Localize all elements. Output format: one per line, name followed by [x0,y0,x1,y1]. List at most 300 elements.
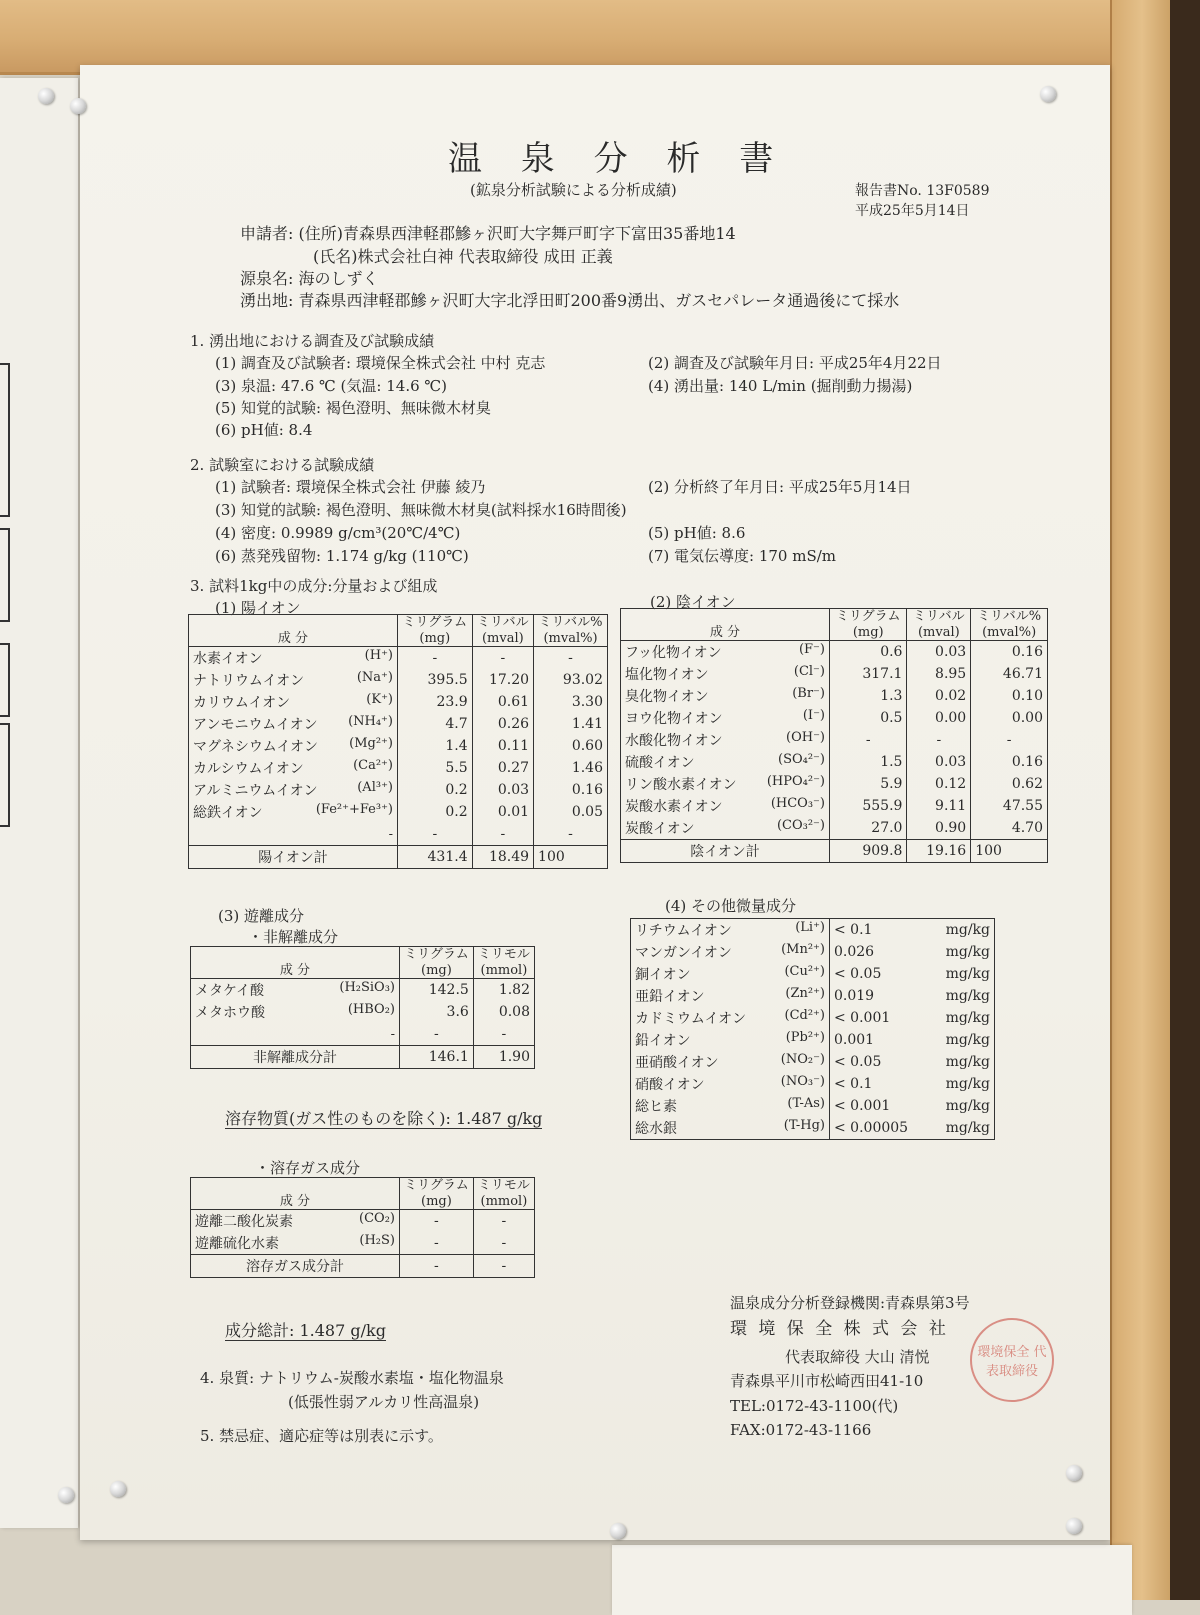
component-symbol: (H⁺) [364,648,393,664]
pushpin [610,1523,626,1539]
col-mmol: (mmol) [480,1193,528,1209]
value-pct: - [534,647,608,670]
col-mvalp-top: ミリバル% [538,615,603,630]
section1-temperature: (3) 泉温: 47.6 ℃ (気温: 14.6 ℃) [215,377,448,395]
cation-total-mval: 18.49 [472,846,533,869]
component-name-cell [189,801,398,823]
component-symbol: (Al³⁺) [357,780,393,796]
wall-edge [1170,0,1200,1600]
anion-total-pct: 100 [971,840,1048,863]
table-row [621,663,1048,685]
component-symbol: (H₂S) [359,1233,395,1249]
value-pct: 0.10 [971,685,1048,707]
component-name-cell [621,817,830,840]
component-name-cell [191,1210,400,1233]
component-name-cell [631,1029,830,1051]
table-row [191,1210,535,1233]
value-pct: - [971,729,1048,751]
col-mg: (mg) [421,962,452,978]
trace-unit: mg/kg [913,1117,995,1140]
wooden-frame-right [1110,0,1172,1600]
component-symbol: (Fe²⁺+Fe³⁺) [315,802,393,818]
trace-value: < 0.1 [830,919,914,942]
trace-value: < 0.001 [830,1095,914,1117]
trace-unit: mg/kg [913,919,995,942]
component-name-cell [189,691,398,713]
component-name-cell [631,941,830,963]
col-mmol-top: ミリモル [477,1178,530,1193]
gas-total-mg: - [400,1255,474,1278]
adjacent-poster-left [0,78,78,1528]
issuer-company: 環 境 保 全 株 式 会 社 [730,1319,949,1339]
component-name: メタケイ酸 [195,983,265,1000]
component-name: 亜硝酸イオン [635,1055,719,1071]
trace-value: < 0.05 [830,963,914,985]
trace-unit: mg/kg [913,1095,995,1117]
component-symbol: (SO₄²⁻) [778,752,825,768]
component-name-cell [631,963,830,985]
trace-unit: mg/kg [913,1029,995,1051]
section2-conductivity: (7) 電気伝導度: 170 mS/m [648,547,837,565]
gas-total-row [191,1255,535,1278]
trace-unit: mg/kg [913,985,995,1007]
value-mg: - [398,647,473,670]
component-name-cell [621,707,830,729]
component-name: ヨウ化物イオン [625,711,723,728]
value-mval: - [472,823,533,846]
table-row [631,985,995,1007]
component-symbol: (NO₃⁻) [780,1074,825,1089]
free-components-title: (3) 遊離成分 [218,907,305,925]
value-pct: 93.02 [534,669,608,691]
table-row [189,823,608,846]
table-row [189,735,608,757]
value-pct: 0.60 [534,735,608,757]
pushpin [38,88,54,104]
value-mval: 0.61 [472,691,533,713]
value-mval: 0.12 [907,773,971,795]
col-mg-top: ミリグラム [404,947,469,962]
table-row [621,729,1048,751]
component-name: 水酸化物イオン [625,733,723,750]
component-name: 水素イオン [193,651,263,668]
pushpin [1066,1465,1082,1481]
value-mval: 0.03 [472,779,533,801]
anion-total-row [621,840,1048,863]
col-mg-top: ミリグラム [835,609,901,624]
trace-value: 0.001 [830,1029,914,1051]
table-fragment [0,363,10,517]
dissolved-gas-table [190,1177,535,1278]
component-symbol: (Zn²⁺) [785,986,825,1001]
col-mval: (mval) [481,630,524,646]
trace-unit: mg/kg [913,963,995,985]
value-pct: 3.30 [534,691,608,713]
component-name: カドミウムイオン [635,1011,747,1027]
component-name-cell [191,1001,400,1023]
component-name: ナトリウムイオン [193,673,305,690]
component-name: フッ化物イオン [625,645,722,662]
col-mmol: (mmol) [480,962,528,978]
table-row [189,691,608,713]
table-row [621,685,1048,707]
component-name-cell [189,757,398,779]
value-pct: 0.00 [971,707,1048,729]
value-mmol: 0.08 [473,1001,534,1023]
report-date: 平成25年5月14日 [855,203,970,219]
component-name: 総水銀 [635,1121,677,1137]
component-symbol: (HBO₂) [347,1002,395,1018]
pushpin [58,1487,74,1503]
value-mval: - [472,647,533,670]
table-row [191,979,535,1002]
spring-source: 湧出地: 青森県西津軽郡鰺ヶ沢町大字北浮田町200番9湧出、ガスセパレータ通過後にて採水 [240,291,900,310]
component-name: 遊離二酸化炭素 [195,1214,293,1231]
table-row [631,1051,995,1073]
table-row [189,801,608,823]
value-mval: - [907,729,971,751]
component-symbol: (F⁻) [798,642,825,658]
nondissociated-table [190,946,535,1069]
nondissociated-title: ・非解離成分 [248,928,339,946]
section1-ph: (6) pH値: 8.4 [215,421,313,439]
value-mg: 317.1 [830,663,907,685]
section1-flow: (4) 湧出量: 140 L/min (掘削動力揚湯) [648,377,913,395]
component-name: カルシウムイオン [193,761,304,778]
value-pct: 4.70 [971,817,1048,840]
col-component: 成 分 [621,609,830,641]
nondissoc-total-mmol: 1.90 [473,1046,534,1069]
adjacent-poster-bottom [612,1545,1132,1615]
component-name: 遊離硫化水素 [195,1236,279,1253]
value-mval: 9.11 [907,795,971,817]
value-mg: 142.5 [400,979,474,1002]
anion-total-mg: 909.8 [830,840,907,863]
trace-unit: mg/kg [913,1073,995,1095]
anion-table [620,608,1048,863]
component-name-cell [621,641,830,664]
section1-date: (2) 調査及び試験年月日: 平成25年4月22日 [648,354,942,372]
table-row [631,1029,995,1051]
component-name: 塩化物イオン [625,667,709,684]
value-pct: 0.16 [971,641,1048,664]
col-mvalp: (mval%) [543,630,598,646]
component-symbol: (Ca²⁺) [353,758,393,774]
table-row [631,1073,995,1095]
component-name-cell [621,751,830,773]
value-pct: 0.05 [534,801,608,823]
component-name: アンモニウムイオン [193,717,318,734]
component-name-cell [621,795,830,817]
anion-total-label: 陰イオン計 [621,840,830,863]
component-name: 炭酸イオン [625,821,695,838]
table-row [621,641,1048,664]
value-mg: 5.9 [830,773,907,795]
component-name-cell [189,713,398,735]
component-name: 亜鉛イオン [635,989,705,1005]
component-name-cell [191,1232,400,1255]
component-symbol: (Cl⁻) [793,664,825,680]
component-name: カリウムイオン [193,695,291,712]
section3-heading: 3. 試料1kg中の成分:分量および組成 [190,577,438,595]
component-name: メタホウ酸 [195,1005,265,1022]
value-mval: 0.03 [907,641,971,664]
table-row [631,1117,995,1140]
component-name-cell [189,669,398,691]
trace-value: 0.019 [830,985,914,1007]
col-mvalp: (mval%) [982,624,1037,640]
table-row [621,773,1048,795]
component-symbol: (Cd²⁺) [784,1008,825,1023]
cation-total-pct: 100 [534,846,608,869]
component-name-cell [621,773,830,795]
component-name: リン酸水素イオン [625,777,737,794]
cation-title: (1) 陽イオン [215,599,301,617]
section2-residue: (6) 蒸発残留物: 1.174 g/kg (110℃) [215,547,469,565]
value-mg: - [400,1023,474,1046]
trace-table [630,918,995,1140]
section1-examiner: (1) 調査及び試験者: 環境保全株式会社 中村 克志 [215,354,546,372]
component-name-cell [189,647,398,670]
value-pct: 0.62 [971,773,1048,795]
table-row [631,919,995,942]
component-name-cell [189,735,398,757]
anion-title: (2) 陰イオン [650,593,736,611]
table-row [191,1001,535,1023]
component-symbol: (T-Hg) [783,1118,825,1133]
component-symbol: (CO₃²⁻) [776,818,825,834]
nondissoc-total-mg: 146.1 [400,1046,474,1069]
component-symbol: (Pb²⁺) [785,1030,825,1045]
col-mval-top: ミリバル [913,609,965,624]
value-mg: 555.9 [830,795,907,817]
value-mg: - [400,1232,474,1255]
col-mval: (mval) [917,624,960,640]
gas-total-label: 溶存ガス成分計 [191,1255,400,1278]
table-fragment [0,723,10,827]
table-row [189,647,608,670]
component-name-cell [621,729,830,751]
col-mvalp-top: ミリバル% [977,609,1042,624]
value-pct: 47.55 [971,795,1048,817]
value-mg: 27.0 [830,817,907,840]
cation-total-row [189,846,608,869]
value-mmol: 1.82 [473,979,534,1002]
trace-value: < 0.001 [830,1007,914,1029]
issuer-address: 青森県平川市松崎西田41-10 [730,1372,924,1390]
table-row [631,1095,995,1117]
report-number: 報告書No. 13F0589 [855,183,990,199]
cation-total-label: 陽イオン計 [189,846,398,869]
value-mg: 1.5 [830,751,907,773]
anion-total-mval: 19.16 [907,840,971,863]
component-symbol: (Br⁻) [792,686,825,702]
component-symbol: (I⁻) [802,708,825,724]
value-mg: - [400,1210,474,1233]
wooden-frame-top [0,0,1200,75]
component-symbol: (Li⁺) [795,920,825,935]
component-name: 炭酸水素イオン [625,799,723,816]
col-mg: (mg) [419,630,451,646]
component-name-cell [631,1007,830,1029]
value-mg: 0.6 [830,641,907,664]
document-title: 温 泉 分 析 書 [448,139,788,179]
section2-examiner: (1) 試験者: 環境保全株式会社 伊藤 綾乃 [215,478,486,496]
component-symbol: (K⁺) [366,692,393,708]
trace-unit: mg/kg [913,1051,995,1073]
component-symbol: - [390,1026,395,1042]
component-name-cell [621,685,830,707]
component-name: マンガンイオン [635,945,732,961]
component-name: 鉛イオン [635,1033,691,1049]
col-mg: (mg) [421,1193,452,1209]
value-mval: 0.03 [907,751,971,773]
section1-sensory: (5) 知覚的試験: 褐色澄明、無味微木材臭 [215,399,491,417]
component-symbol: (H₂SiO₃) [339,980,395,996]
table-row [191,1232,535,1255]
section2-sensory: (3) 知覚的試験: 褐色澄明、無味微木材臭(試料採水16時間後) [215,501,627,519]
component-name-cell [631,1073,830,1095]
cation-total-mg: 431.4 [398,846,473,869]
value-mmol: - [473,1023,534,1046]
table-row [631,1007,995,1029]
value-pct: - [534,823,608,846]
component-symbol: (NH₄⁺) [348,714,393,730]
table-row [631,963,995,985]
component-name-cell [621,663,830,685]
pushpin [1066,1518,1082,1534]
trace-value: < 0.05 [830,1051,914,1073]
value-mg: 1.3 [830,685,907,707]
value-mg: 0.5 [830,707,907,729]
component-name: 総ヒ素 [635,1099,677,1115]
value-mval: 0.26 [472,713,533,735]
value-mg: 4.7 [398,713,473,735]
col-component: 成 分 [191,1178,400,1210]
table-row [189,713,608,735]
cation-table [188,614,608,869]
table-row [631,941,995,963]
table-row [189,779,608,801]
col-component: 成 分 [189,615,398,647]
col-component: 成 分 [191,947,400,979]
component-symbol: (Mg²⁺) [349,736,393,752]
component-symbol: - [388,826,393,842]
value-mval: 0.01 [472,801,533,823]
component-symbol: (HPO₄²⁻) [766,774,825,790]
value-mg: 3.6 [400,1001,474,1023]
value-mg: 5.5 [398,757,473,779]
component-name-cell [189,823,398,846]
component-name: マグネシウムイオン [193,739,319,756]
value-pct: 0.16 [971,751,1048,773]
company-seal-stamp [970,1318,1054,1402]
pushpin [1040,86,1056,102]
component-symbol: (Na⁺) [356,670,393,686]
component-name-cell [631,1095,830,1117]
value-pct: 1.41 [534,713,608,735]
issuer-fax: FAX:0172-43-1166 [730,1421,872,1439]
component-symbol: (T-As) [787,1096,825,1111]
section2-heading: 2. 試験室における試験成績 [190,456,375,474]
table-row [189,757,608,779]
value-mval: 0.11 [472,735,533,757]
component-symbol: (Cu²⁺) [784,964,825,979]
value-mg: 395.5 [398,669,473,691]
value-mg: 1.4 [398,735,473,757]
document-subtitle: (鉱泉分析試験による分析成績) [470,181,677,199]
component-name-cell [631,1117,830,1140]
section1-heading: 1. 湧出地における調査及び試験成績 [190,332,435,350]
value-pct: 46.71 [971,663,1048,685]
component-symbol: (Mn²⁺) [781,942,825,957]
gas-total-mmol: - [473,1255,534,1278]
value-mval: 0.02 [907,685,971,707]
applicant-address: 申請者: (住所)青森県西津軽郡鰺ヶ沢町大字舞戸町字下富田35番地14 [240,224,736,243]
value-mg: - [830,729,907,751]
component-symbol: (HCO₃⁻) [770,796,825,812]
component-name-cell [631,1051,830,1073]
component-name: 総鉄イオン [193,805,263,822]
component-name: 硫酸イオン [625,755,695,772]
value-pct: 1.46 [534,757,608,779]
section2-ph: (5) pH値: 8.6 [648,524,746,542]
value-mval: 0.00 [907,707,971,729]
component-name-cell [189,779,398,801]
nondissoc-total-row [191,1046,535,1069]
nondissoc-total-label: 非解離成分計 [191,1046,400,1069]
section2-density: (4) 密度: 0.9989 g/cm³(20℃/4℃) [215,524,461,542]
value-mg: 0.2 [398,801,473,823]
spring-quality-detail: (低張性弱アルカリ性高温泉) [288,1393,480,1411]
table-fragment [0,528,10,622]
table-row [621,751,1048,773]
value-mmol: - [473,1232,534,1255]
component-symbol: (CO₂) [359,1211,395,1227]
component-total: 成分総計: 1.487 g/kg [225,1321,386,1340]
value-pct: 0.16 [534,779,608,801]
trace-value: 0.026 [830,941,914,963]
component-name-cell [631,985,830,1007]
component-name: アルミニウムイオン [193,783,318,800]
value-mval: 8.95 [907,663,971,685]
value-mg: 0.2 [398,779,473,801]
dissolved-substances: 溶存物質(ガス性のものを除く): 1.487 g/kg [225,1109,543,1128]
trace-components-title: (4) その他微量成分 [665,897,797,915]
component-name-cell [631,919,830,942]
value-mval: 17.20 [472,669,533,691]
registry-number: 温泉成分分析登録機関:青森県第3号 [730,1294,970,1312]
value-mval: 0.27 [472,757,533,779]
component-name-cell [191,979,400,1002]
pushpin [110,1481,126,1497]
component-name: 硝酸イオン [635,1077,705,1093]
issuer-representative: 代表取締役 大山 清悦 [785,1348,930,1366]
value-mmol: - [473,1210,534,1233]
value-mg: 23.9 [398,691,473,713]
table-row [621,707,1048,729]
component-symbol: (OH⁻) [786,730,825,746]
component-name: リチウムイオン [635,923,732,939]
component-name-cell [191,1023,400,1046]
col-mg-top: ミリグラム [402,615,468,630]
col-mg-top: ミリグラム [404,1178,469,1193]
table-row [191,1023,535,1046]
component-name: 臭化物イオン [625,689,709,706]
issuer-tel: TEL:0172-43-1100(代) [730,1397,899,1415]
trace-value: < 0.00005 [830,1117,914,1140]
section2-date: (2) 分析終了年月日: 平成25年5月14日 [648,478,912,496]
